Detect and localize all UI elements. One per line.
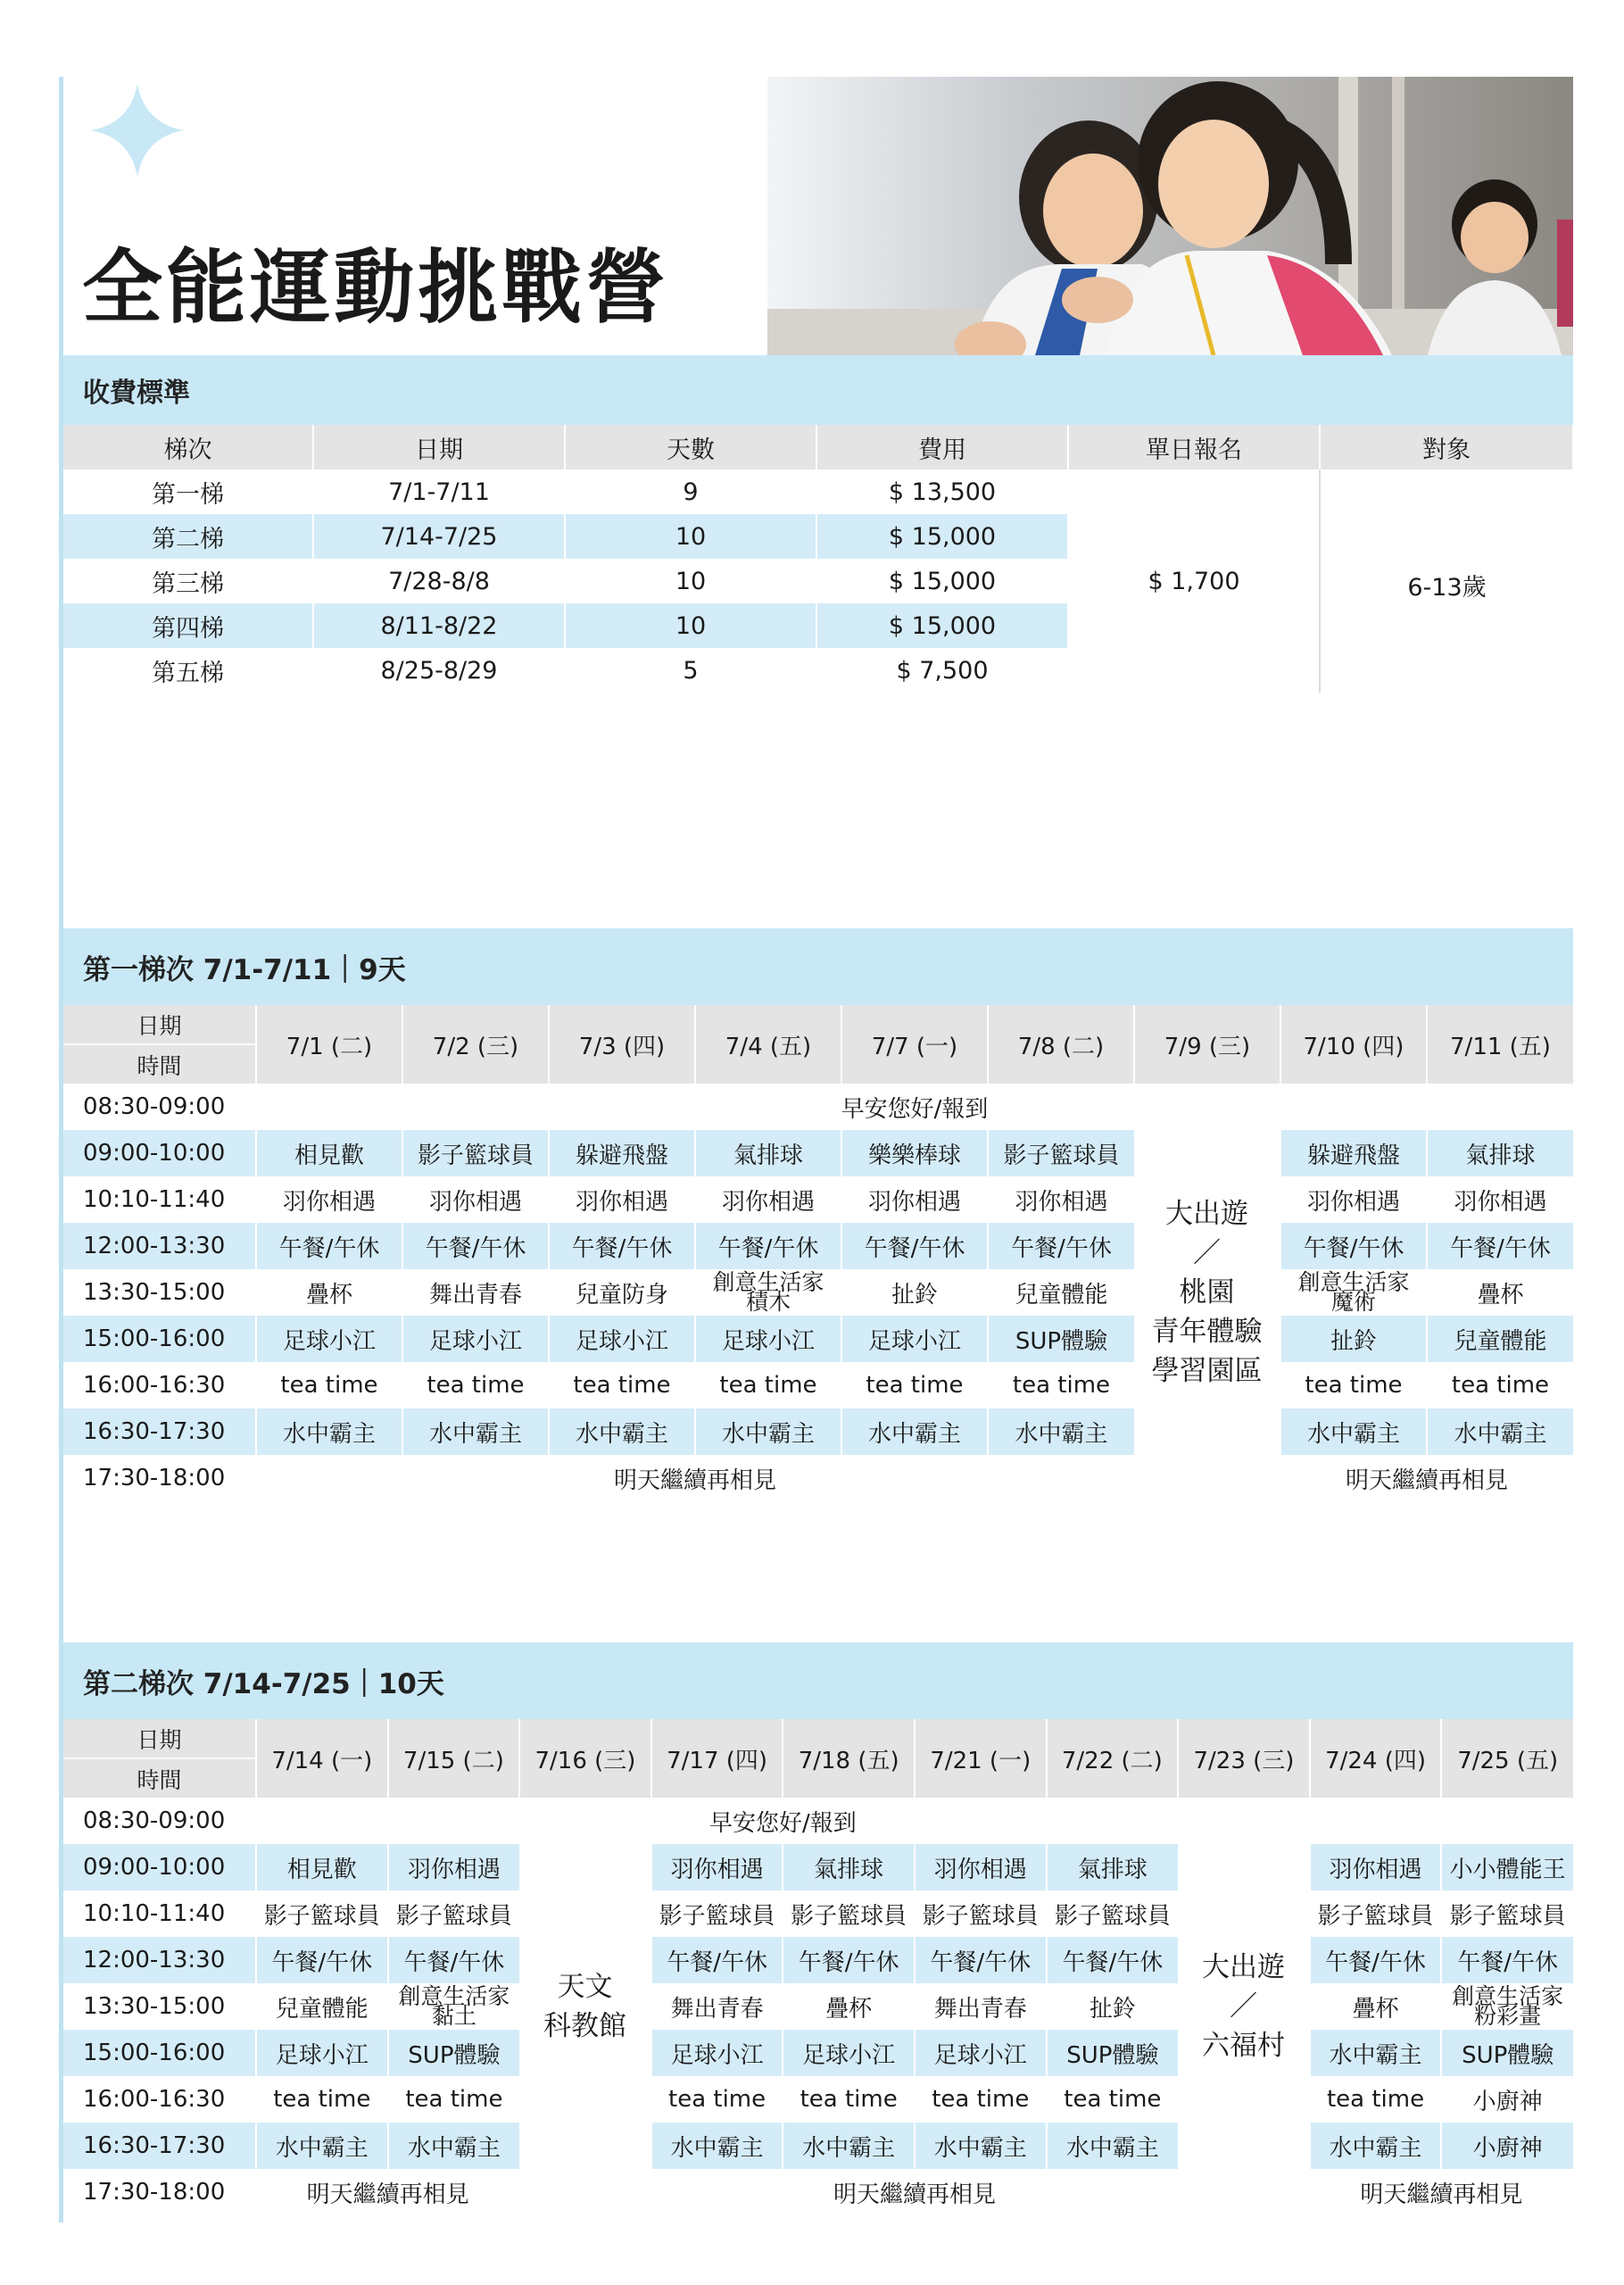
time-slot: 17:30-18:00 bbox=[83, 1465, 226, 1491]
date-header: 7/7 (一) bbox=[841, 1005, 988, 1084]
schedule-row bbox=[63, 1798, 1573, 1844]
activity: 水中霸主 bbox=[256, 2123, 388, 2169]
activity: 舞出青春 bbox=[651, 1983, 783, 2030]
fee-cell: 7/28-8/8 bbox=[313, 559, 565, 603]
activity: 影子籃球員 bbox=[256, 1890, 388, 1937]
date-header: 7/15 (二) bbox=[388, 1719, 520, 1798]
activity: 影子籃球員 bbox=[1047, 1890, 1179, 1937]
activity: tea time bbox=[651, 2076, 783, 2123]
activity: 氣排球 bbox=[1427, 1130, 1573, 1176]
target-age: 6-13歲 bbox=[1320, 469, 1573, 693]
activity: 水中霸主 bbox=[988, 1408, 1134, 1455]
fee-col-target: 對象 bbox=[1320, 425, 1573, 469]
activity: 足球小江 bbox=[256, 2030, 388, 2076]
activity: 扯鈴 bbox=[1280, 1316, 1427, 1362]
fee-cell: $ 7,500 bbox=[816, 648, 1068, 693]
activity: 水中霸主 bbox=[1310, 2030, 1442, 2076]
fee-cell: 第一梯 bbox=[63, 469, 313, 514]
activity: 相見歡 bbox=[256, 1130, 402, 1176]
activity: 午餐/午休 bbox=[256, 1937, 388, 1983]
empty-cell bbox=[1178, 2169, 1310, 2215]
time-slot: 16:30-17:30 bbox=[63, 2123, 256, 2169]
single-day-fee: $ 1,700 bbox=[1068, 469, 1320, 693]
activity: 水中霸主 bbox=[651, 2123, 783, 2169]
time-slot: 09:00-10:00 bbox=[63, 1844, 256, 1890]
date-header: 7/10 (四) bbox=[1280, 1005, 1427, 1084]
activity-line: 創意生活家 bbox=[712, 1269, 824, 1295]
empty-cell bbox=[1310, 1798, 1573, 1844]
trip-cell bbox=[1134, 1130, 1280, 1455]
activity: 羽你相遇 bbox=[402, 1176, 549, 1223]
activity: SUP體驗 bbox=[1047, 2030, 1179, 2076]
schedule-row bbox=[63, 2123, 1573, 2169]
activity: 影子籃球員 bbox=[402, 1130, 549, 1176]
trip-line: 六福村 bbox=[1201, 2030, 1285, 2062]
date-header: 7/25 (五) bbox=[1441, 1719, 1573, 1798]
activity: 足球小江 bbox=[783, 2030, 915, 2076]
activity: tea time bbox=[1047, 2076, 1179, 2123]
date-header: 7/22 (二) bbox=[1047, 1719, 1179, 1798]
date-label: 日期 bbox=[63, 1005, 256, 1044]
schedule-row bbox=[63, 1223, 1573, 1269]
farewell-text: 明天繼續再相見 bbox=[833, 2181, 996, 2208]
fee-cell: 5 bbox=[565, 648, 816, 693]
activity: 扯鈴 bbox=[841, 1269, 988, 1316]
fee-col-cost: 費用 bbox=[816, 425, 1068, 469]
activity: 躲避飛盤 bbox=[1280, 1130, 1427, 1176]
s2-heading: 第二梯次 7/14-7/25｜10天 bbox=[63, 1642, 1573, 1719]
activity: 羽你相遇 bbox=[1280, 1176, 1427, 1223]
activity: 疊杯 bbox=[783, 1983, 915, 2030]
date-header-row bbox=[63, 1005, 1573, 1044]
activity: tea time bbox=[549, 1362, 695, 1408]
trip-cell bbox=[1178, 1844, 1310, 2169]
activity: tea time bbox=[915, 2076, 1047, 2123]
activity: 水中霸主 bbox=[1427, 1408, 1573, 1455]
activity-line: 創意生活家 bbox=[1297, 1269, 1410, 1295]
activity: 兒童體能 bbox=[1427, 1316, 1573, 1362]
activity: 水中霸主 bbox=[841, 1408, 988, 1455]
activity: 舞出青春 bbox=[915, 1983, 1047, 2030]
activity: 午餐/午休 bbox=[1047, 1937, 1179, 1983]
time-slot: 13:30-15:00 bbox=[83, 1279, 226, 1306]
activity: 足球小江 bbox=[402, 1316, 549, 1362]
activity: 氣排球 bbox=[1047, 1844, 1179, 1890]
activity: 午餐/午休 bbox=[783, 1937, 915, 1983]
schedule-row bbox=[63, 2076, 1573, 2123]
activity: 午餐/午休 bbox=[256, 1223, 402, 1269]
farewell-text: 明天繼續再相見 bbox=[613, 1467, 776, 1494]
activity: 午餐/午休 bbox=[988, 1223, 1134, 1269]
activity bbox=[695, 1269, 841, 1316]
time-label: 時間 bbox=[63, 1044, 256, 1084]
time-slot: 08:30-09:00 bbox=[83, 1807, 226, 1834]
activity: 羽你相遇 bbox=[695, 1176, 841, 1223]
activity: 足球小江 bbox=[651, 2030, 783, 2076]
schedule-row bbox=[63, 1176, 1573, 1223]
activity: 小廚神 bbox=[1441, 2123, 1573, 2169]
schedule-row bbox=[63, 2169, 1573, 2215]
date-header: 7/14 (一) bbox=[256, 1719, 388, 1798]
fee-cell: 10 bbox=[565, 514, 816, 559]
activity-line: 積木 bbox=[745, 1289, 791, 1315]
activity bbox=[1280, 1269, 1427, 1316]
trip-line: 學習園區 bbox=[1151, 1355, 1263, 1387]
fee-row bbox=[63, 469, 1573, 514]
activity: 扯鈴 bbox=[1047, 1983, 1179, 2030]
trip-line: ／ bbox=[1193, 1237, 1221, 1269]
activity: 羽你相遇 bbox=[1310, 1844, 1442, 1890]
activity: tea time bbox=[256, 2076, 388, 2123]
schedule-row bbox=[63, 1130, 1573, 1176]
activity: 足球小江 bbox=[549, 1316, 695, 1362]
fee-col-days: 天數 bbox=[565, 425, 816, 469]
activity: 午餐/午休 bbox=[1310, 1937, 1442, 1983]
activity: 影子籃球員 bbox=[388, 1890, 520, 1937]
date-header: 7/11 (五) bbox=[1427, 1005, 1573, 1084]
schedule-row bbox=[63, 1269, 1573, 1316]
activity: tea time bbox=[256, 1362, 402, 1408]
arrival-text: 早安您好/報到 bbox=[708, 1809, 857, 1837]
fee-cell: $ 13,500 bbox=[816, 469, 1068, 514]
schedule-row bbox=[63, 1937, 1573, 1983]
date-header: 7/1 (二) bbox=[256, 1005, 402, 1084]
activity: 水中霸主 bbox=[1280, 1408, 1427, 1455]
date-label: 日期 bbox=[63, 1719, 256, 1758]
fee-col-date: 日期 bbox=[313, 425, 565, 469]
date-header: 7/23 (三) bbox=[1178, 1719, 1310, 1798]
schedule-row bbox=[63, 1455, 1573, 1501]
date-header: 7/24 (四) bbox=[1310, 1719, 1442, 1798]
activity: tea time bbox=[841, 1362, 988, 1408]
activity: 羽你相遇 bbox=[1427, 1176, 1573, 1223]
fee-col-tier: 梯次 bbox=[63, 425, 313, 469]
fee-cell: $ 15,000 bbox=[816, 514, 1068, 559]
schedule-row bbox=[63, 1983, 1573, 2030]
activity: 羽你相遇 bbox=[388, 1844, 520, 1890]
farewell-text: 明天繼續再相見 bbox=[1360, 2181, 1523, 2208]
fee-heading: 收費標準 bbox=[63, 355, 1573, 425]
trip-line: 桃園 bbox=[1179, 1276, 1235, 1309]
activity: tea time bbox=[695, 1362, 841, 1408]
activity: 躲避飛盤 bbox=[549, 1130, 695, 1176]
schedule-row bbox=[63, 1084, 1573, 1130]
activity bbox=[388, 1983, 520, 2030]
time-slot: 09:00-10:00 bbox=[63, 1130, 256, 1176]
farewell-text: 明天繼續再相見 bbox=[306, 2181, 469, 2208]
activity: 水中霸主 bbox=[1047, 2123, 1179, 2169]
page-title: 全能運動挑戰營 bbox=[82, 241, 669, 335]
time-slot: 12:00-13:30 bbox=[63, 1223, 256, 1269]
schedule-row bbox=[63, 1362, 1573, 1408]
activity: 疊杯 bbox=[256, 1269, 402, 1316]
activity: 疊杯 bbox=[1427, 1269, 1573, 1316]
schedule-row bbox=[63, 1408, 1573, 1455]
time-slot: 08:30-09:00 bbox=[83, 1093, 226, 1120]
activity: 午餐/午休 bbox=[915, 1937, 1047, 1983]
time-slot: 17:30-18:00 bbox=[83, 2179, 226, 2206]
fee-cell: 8/11-8/22 bbox=[313, 603, 565, 648]
activity: 小小體能王 bbox=[1441, 1844, 1573, 1890]
schedule-row bbox=[63, 1890, 1573, 1937]
activity: 羽你相遇 bbox=[651, 1844, 783, 1890]
date-header: 7/17 (四) bbox=[651, 1719, 783, 1798]
schedule-row bbox=[63, 1844, 1573, 1890]
activity: 午餐/午休 bbox=[402, 1223, 549, 1269]
s2-schedule-table bbox=[63, 1719, 1573, 2215]
trip-line: 天文 bbox=[557, 1971, 613, 2003]
fee-cell: 7/14-7/25 bbox=[313, 514, 565, 559]
activity: 羽你相遇 bbox=[915, 1844, 1047, 1890]
fee-cell: 第五梯 bbox=[63, 648, 313, 693]
activity: 水中霸主 bbox=[388, 2123, 520, 2169]
activity: 影子籃球員 bbox=[915, 1890, 1047, 1937]
trip-cell bbox=[519, 1844, 651, 2169]
s1-schedule-table bbox=[63, 1005, 1573, 1501]
fee-col-single: 單日報名 bbox=[1068, 425, 1320, 469]
time-label: 時間 bbox=[63, 1758, 256, 1798]
activity: 足球小江 bbox=[841, 1316, 988, 1362]
s1-heading: 第一梯次 7/1-7/11｜9天 bbox=[63, 928, 1573, 1005]
activity: tea time bbox=[783, 2076, 915, 2123]
activity: 午餐/午休 bbox=[841, 1223, 988, 1269]
fee-cell: $ 15,000 bbox=[816, 603, 1068, 648]
activity: tea time bbox=[1310, 2076, 1442, 2123]
activity: 樂樂棒球 bbox=[841, 1130, 988, 1176]
activity: 午餐/午休 bbox=[1441, 1937, 1573, 1983]
activity: 午餐/午休 bbox=[388, 1937, 520, 1983]
time-slot: 12:00-13:30 bbox=[63, 1937, 256, 1983]
empty-cell bbox=[519, 2169, 651, 2215]
activity: 兒童防身 bbox=[549, 1269, 695, 1316]
fee-cell: 9 bbox=[565, 469, 816, 514]
activity: 影子籃球員 bbox=[1310, 1890, 1442, 1937]
trip-line: 青年體驗 bbox=[1151, 1316, 1263, 1348]
activity: 水中霸主 bbox=[256, 1408, 402, 1455]
activity: 足球小江 bbox=[695, 1316, 841, 1362]
trip-line: 科教館 bbox=[543, 2010, 626, 2042]
activity-line: 創意生活家 bbox=[1452, 1983, 1564, 2009]
activity: 兒童體能 bbox=[988, 1269, 1134, 1316]
time-slot: 15:00-16:00 bbox=[63, 2030, 256, 2076]
activity bbox=[1441, 1983, 1573, 2030]
schedule-row bbox=[63, 2030, 1573, 2076]
trip-line: 大出遊 bbox=[1201, 1951, 1285, 1983]
activity: 午餐/午休 bbox=[695, 1223, 841, 1269]
activity: 影子籃球員 bbox=[783, 1890, 915, 1937]
trip-line: 大出遊 bbox=[1165, 1198, 1248, 1230]
activity: tea time bbox=[402, 1362, 549, 1408]
time-slot: 16:00-16:30 bbox=[83, 1372, 226, 1399]
time-slot: 16:30-17:30 bbox=[63, 1408, 256, 1455]
activity: SUP體驗 bbox=[388, 2030, 520, 2076]
activity: 午餐/午休 bbox=[549, 1223, 695, 1269]
date-header-row bbox=[63, 1719, 1573, 1758]
date-header: 7/2 (三) bbox=[402, 1005, 549, 1084]
activity: 水中霸主 bbox=[1310, 2123, 1442, 2169]
date-header: 7/16 (三) bbox=[519, 1719, 651, 1798]
time-slot: 10:10-11:40 bbox=[83, 1900, 226, 1927]
activity: 足球小江 bbox=[915, 2030, 1047, 2076]
activity: 相見歡 bbox=[256, 1844, 388, 1890]
activity: 水中霸主 bbox=[915, 2123, 1047, 2169]
activity: tea time bbox=[388, 2076, 520, 2123]
activity-line: 魔術 bbox=[1330, 1289, 1376, 1315]
date-header: 7/8 (二) bbox=[988, 1005, 1134, 1084]
activity: 影子籃球員 bbox=[651, 1890, 783, 1937]
activity: 影子籃球員 bbox=[1441, 1890, 1573, 1937]
date-header: 7/9 (三) bbox=[1134, 1005, 1280, 1084]
activity: 羽你相遇 bbox=[256, 1176, 402, 1223]
activity: 水中霸主 bbox=[783, 2123, 915, 2169]
fee-cell: 8/25-8/29 bbox=[313, 648, 565, 693]
fee-cell: 第三梯 bbox=[63, 559, 313, 603]
activity: SUP體驗 bbox=[1441, 2030, 1573, 2076]
activity: 午餐/午休 bbox=[1427, 1223, 1573, 1269]
activity: 舞出青春 bbox=[402, 1269, 549, 1316]
activity: SUP體驗 bbox=[988, 1316, 1134, 1362]
time-slot: 13:30-15:00 bbox=[83, 1993, 226, 2020]
date-header: 7/21 (一) bbox=[915, 1719, 1047, 1798]
date-header: 7/4 (五) bbox=[695, 1005, 841, 1084]
activity: 羽你相遇 bbox=[549, 1176, 695, 1223]
activity-line: 黏土 bbox=[431, 2003, 476, 2029]
activity: 午餐/午休 bbox=[1280, 1223, 1427, 1269]
activity: tea time bbox=[1427, 1362, 1573, 1408]
time-slot: 10:10-11:40 bbox=[83, 1186, 226, 1213]
schedule-row bbox=[63, 1316, 1573, 1362]
activity: 影子籃球員 bbox=[988, 1130, 1134, 1176]
arrival-text: 早安您好/報到 bbox=[841, 1095, 989, 1123]
activity: 水中霸主 bbox=[402, 1408, 549, 1455]
trip-line: ／ bbox=[1229, 1990, 1257, 2023]
activity: 羽你相遇 bbox=[841, 1176, 988, 1223]
activity: 兒童體能 bbox=[256, 1983, 388, 2030]
date-header: 7/3 (四) bbox=[549, 1005, 695, 1084]
date-header: 7/18 (五) bbox=[783, 1719, 915, 1798]
activity: 氣排球 bbox=[695, 1130, 841, 1176]
activity-line: 粉彩畫 bbox=[1474, 2003, 1542, 2029]
empty-cell bbox=[1134, 1455, 1280, 1501]
activity-line: 創意生活家 bbox=[398, 1983, 510, 2009]
fee-cell: $ 15,000 bbox=[816, 559, 1068, 603]
fee-cell: 10 bbox=[565, 603, 816, 648]
hero-photo bbox=[767, 77, 1573, 355]
fee-cell: 第四梯 bbox=[63, 603, 313, 648]
diamond-logo-icon bbox=[89, 82, 186, 179]
fee-table bbox=[63, 425, 1574, 693]
activity: 氣排球 bbox=[783, 1844, 915, 1890]
time-slot: 16:00-16:30 bbox=[83, 2086, 226, 2113]
fee-cell: 第二梯 bbox=[63, 514, 313, 559]
activity: 羽你相遇 bbox=[988, 1176, 1134, 1223]
activity: 水中霸主 bbox=[695, 1408, 841, 1455]
activity: tea time bbox=[988, 1362, 1134, 1408]
activity: 水中霸主 bbox=[549, 1408, 695, 1455]
activity: 午餐/午休 bbox=[651, 1937, 783, 1983]
activity: 小廚神 bbox=[1441, 2076, 1573, 2123]
time-slot: 15:00-16:00 bbox=[63, 1316, 256, 1362]
fee-cell: 10 bbox=[565, 559, 816, 603]
activity: tea time bbox=[1280, 1362, 1427, 1408]
farewell-text: 明天繼續再相見 bbox=[1345, 1467, 1508, 1494]
activity: 足球小江 bbox=[256, 1316, 402, 1362]
fee-cell: 7/1-7/11 bbox=[313, 469, 565, 514]
activity: 疊杯 bbox=[1310, 1983, 1442, 2030]
